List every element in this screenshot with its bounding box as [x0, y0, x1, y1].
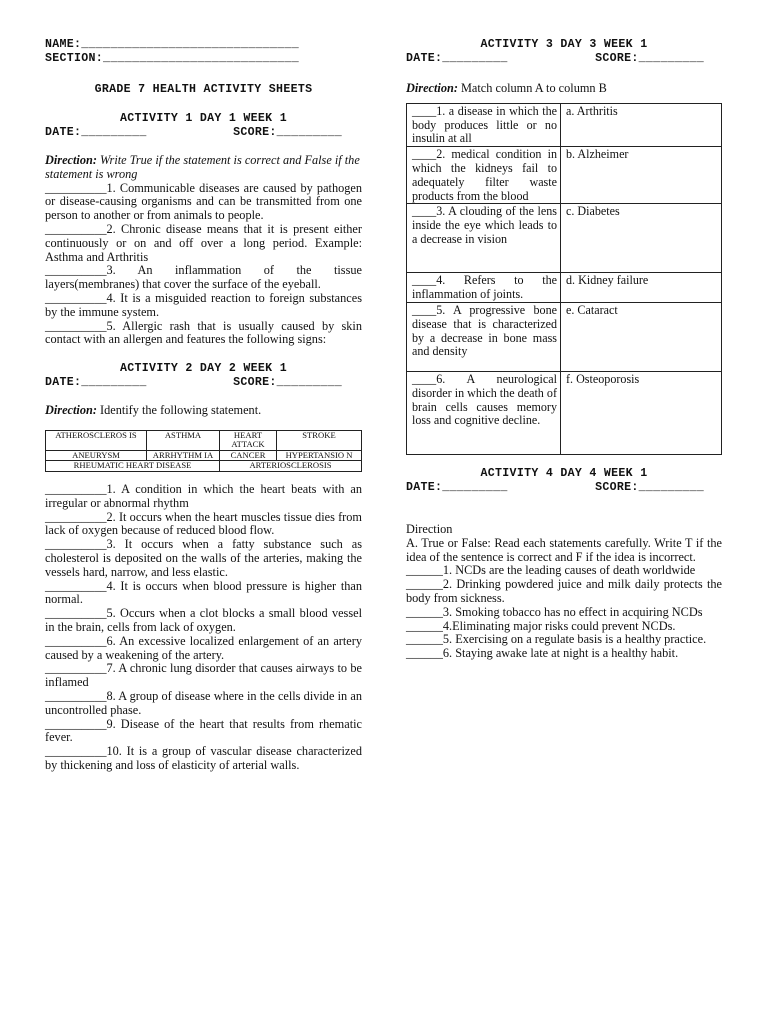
column-a-cell: ____4. Refers to the inflammation of joints. — [407, 273, 561, 303]
activity2-score[interactable]: SCORE:_________ — [233, 376, 342, 390]
activity1-items — [45, 182, 362, 348]
right-column — [406, 38, 722, 661]
activity2-item: __________5. Occurs when a clot blocks a small blood vessel in the brain, cells from lack of oxygen. — [45, 606, 362, 634]
term-cell: ARTERIOSCLEROSIS — [220, 461, 362, 472]
term-cell: RHEUMATIC HEART DISEASE — [46, 461, 220, 472]
activity2-item: __________7. A chronic lung disorder that causes airways to be inflamed — [45, 661, 362, 690]
activity4-direction-text: A. True or False: Read each statements carefully. Write T if the idea of the sentence is correct and F if the idea is incorrect. — [406, 535, 722, 564]
activity2-item: __________10. It is a group of vascular disease characterized by thickening and loss of elasticity of arterial walls. — [45, 744, 362, 772]
activity2-item: __________3. It occurs when a fatty substance such as cholesterol is deposited on the walls of the arteries, making the vessels hard, narrow, and less elastic. — [45, 537, 362, 579]
activity3-date-score — [406, 52, 722, 66]
name-field[interactable]: NAME:______________________________ — [45, 38, 300, 51]
activity1-date-score — [45, 126, 362, 140]
activity4-item: ______5. Exercising on a regulate basis is a healthy practice. — [406, 632, 707, 647]
activity1-item: __________4. It is a misguided reaction to foreign substances by the immune system. — [45, 290, 362, 319]
activity3-direction-text: Match column A to column B — [457, 81, 607, 95]
matching-row — [407, 302, 722, 371]
activity2-item: __________4. It is occurs when blood pressure is higher than normal. — [45, 578, 362, 607]
matching-row — [407, 103, 722, 146]
activity4-date[interactable]: DATE:_________ — [406, 480, 508, 494]
activity3-title: ACTIVITY 3 DAY 3 WEEK 1 — [480, 38, 648, 51]
term-cell: STROKE — [277, 430, 362, 450]
activity4-item: ______6. Staying awake late at night is a healthy habit. — [406, 646, 679, 661]
activity4-direction-label: Direction — [406, 521, 453, 536]
activity2-item: __________1. A condition in which the heart beats with an irregular or abnormal rhythm — [45, 481, 362, 510]
terms-table — [45, 430, 362, 472]
activity2-item: __________6. An excessive localized enlargement of an artery caused by a weakening of the artery. — [45, 633, 362, 662]
activity1-direction-label: Direction: — [45, 153, 97, 167]
activity2-items — [45, 483, 362, 773]
left-column — [45, 38, 362, 773]
activity3-date[interactable]: DATE:_________ — [406, 52, 508, 65]
matching-row — [407, 147, 722, 204]
activity1-item: __________2. Chronic disease means that it is present either continuously or on and off over a long period. Example: Asthma and Arthritis — [45, 221, 362, 264]
activity4-item: ______2. Drinking powdered juice and milk daily protects the body from sickness. — [406, 577, 722, 605]
column-b-cell: f. Osteoporosis — [561, 371, 722, 454]
column-b-cell: d. Kidney failure — [561, 273, 722, 303]
term-cell: ATHEROSCLEROS IS — [46, 430, 147, 450]
activity1-title: ACTIVITY 1 DAY 1 WEEK 1 — [120, 112, 287, 125]
activity4-item: ______4.Eliminating major risks could prevent NCDs. — [406, 618, 676, 633]
activity1-item: __________1. Communicable diseases are caused by pathogen or disease-causing organisms and can be transmitted from one person to another or from animals to people. — [45, 180, 362, 223]
activity2-title: ACTIVITY 2 DAY 2 WEEK 1 — [120, 362, 287, 376]
activity4-item: ______3. Smoking tobacco has no effect in acquiring NCDs — [406, 604, 703, 619]
activity4-items — [406, 564, 722, 661]
activity4-item: ______1. NCDs are the leading causes of death worldwide — [406, 563, 696, 578]
column-a-cell: ____3. A clouding of the lens inside the eye which leads to a decrease in vision — [407, 204, 561, 273]
activity4-title: ACTIVITY 4 DAY 4 WEEK 1 — [480, 466, 648, 480]
activity1-score[interactable]: SCORE:_________ — [233, 126, 342, 139]
activity2-date-score — [45, 376, 362, 390]
activity2-item: __________2. It occurs when the heart muscles tissue dies from lack of oxygen because of reduced blood flow. — [45, 509, 362, 538]
term-cell: ANEURYSM — [46, 450, 147, 461]
activity3-direction-label: Direction: — [406, 81, 458, 95]
matching-row — [407, 204, 722, 273]
activity1-date[interactable]: DATE:_________ — [45, 126, 147, 139]
column-b-cell: b. Alzheimer — [561, 147, 722, 204]
term-cell: ASTHMA — [147, 430, 220, 450]
activity2-item: __________9. Disease of the heart that results from rhematic fever. — [45, 716, 362, 745]
matching-table — [406, 103, 722, 455]
term-cell: CANCER — [220, 450, 277, 461]
activity3-direction — [406, 82, 722, 96]
column-a-cell: ____1. a disease in which the body produces little or no insulin at all — [407, 103, 561, 146]
term-cell: HEART ATTACK — [220, 430, 277, 450]
activity1-direction — [45, 154, 362, 182]
activity2-date[interactable]: DATE:_________ — [45, 376, 147, 390]
matching-row — [407, 273, 722, 303]
term-cell: ARRHYTHM IA — [147, 450, 220, 461]
matching-row — [407, 371, 722, 454]
column-a-cell: ____2. medical condition in which the kidneys fail to adequately filter waste products from the blood — [407, 147, 561, 204]
column-a-cell: ____6. A neurological disorder in which the death of brain cells causes memory loss and cognitive decline. — [407, 371, 561, 454]
activity2-direction-label: Direction: — [45, 403, 97, 418]
column-b-cell: a. Arthritis — [561, 103, 722, 146]
activity4-score[interactable]: SCORE:_________ — [595, 480, 704, 494]
sheet-title: GRADE 7 HEALTH ACTIVITY SHEETS — [94, 83, 313, 96]
column-a-cell: ____5. A progressive bone disease that is characterized by a decrease in bone mass and density — [407, 302, 561, 371]
activity2-direction — [45, 404, 362, 418]
activity2-item: __________8. A group of disease where in the cells divide in an uncontrolled phase. — [45, 688, 362, 717]
activity4-date-score — [406, 481, 722, 495]
activity3-score[interactable]: SCORE:_________ — [595, 52, 704, 65]
term-cell: HYPERTANSIO N — [277, 450, 362, 461]
activity1-direction-text: Write True if the statement is correct and False if the statement is wrong — [45, 153, 360, 181]
section-field[interactable]: SECTION:___________________________ — [45, 52, 300, 65]
activity1-item: __________5. Allergic rash that is usually caused by skin contact with an allergen and features the following signs: — [45, 318, 362, 347]
activity2-direction-text: Identify the following statement. — [96, 403, 262, 418]
activity1-item: __________3. An inflammation of the tissue layers(membranes) that cover the surface of the eyeball. — [45, 263, 362, 292]
column-b-cell: c. Diabetes — [561, 204, 722, 273]
column-b-cell: e. Cataract — [561, 302, 722, 371]
